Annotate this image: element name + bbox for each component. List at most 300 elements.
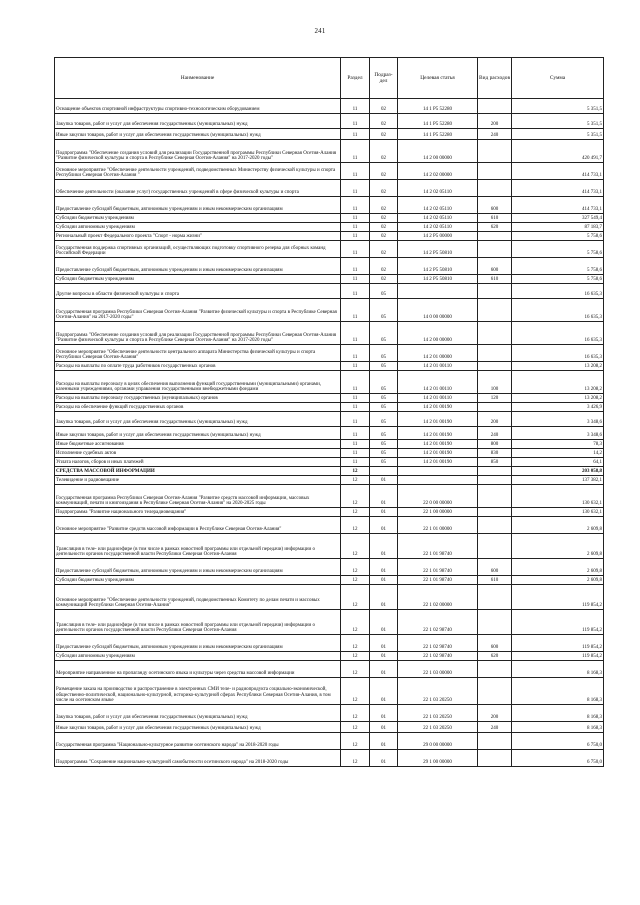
table-row — [55, 585, 604, 610]
cell-podrazdel: 02 — [370, 258, 398, 275]
cell-vid — [478, 232, 512, 241]
table-row — [55, 485, 604, 508]
cell-statya: 14 2 01 00110 — [398, 394, 478, 403]
table-row — [55, 476, 604, 485]
cell-vid — [478, 485, 512, 508]
cell-podrazdel: 01 — [370, 661, 398, 678]
cell-name: Иные бюджетные ассигнования — [55, 440, 341, 449]
cell-name: Подпрограмма "Обеспечение создания условий для реализации Государственной программы Республики Северная Осетия-Алания "Развитие физической культуры и спорта в Республике Северная Осетия-Алания" на 2017-2020 годы" — [55, 322, 341, 345]
table-row — [55, 427, 604, 440]
cell-statya: 14 2 P5 50810 — [398, 241, 478, 258]
cell-razdel: 12 — [341, 750, 370, 767]
cell-summa: 64,1 — [512, 458, 604, 467]
cell-vid — [478, 140, 512, 163]
cell-name: Предоставление субсидий бюджетным, автономным учреждениям и иным некоммерческим организациям — [55, 635, 341, 652]
cell-statya — [398, 284, 478, 299]
cell-name: Государственная программа "Национально-культурное развитие осетинского народа" на 2018-2020 годы — [55, 733, 341, 750]
cell-name: Государственная программа Республики Северная Осетия-Алания "Развитие средств массовой информации, массовых коммуникаций, печати и книгоиздания в Республике Северная Осетия-Алания" на 2020-2025 годы — [55, 485, 341, 508]
header-statya: Целевая статья — [398, 58, 478, 99]
table-row — [55, 114, 604, 129]
cell-name: Подпрограмма "Обеспечение создания условий для реализации Государственной программы Республики Северная Осетия-Алания "Развитие физической культуры и спорта в Республике Северная Осетия-Алания" на 2017-2020 годы" — [55, 140, 341, 163]
header-podrazdel: Подраз-дел — [370, 58, 398, 99]
cell-razdel: 11 — [341, 223, 370, 232]
cell-razdel: 11 — [341, 394, 370, 403]
cell-podrazdel: 01 — [370, 476, 398, 485]
cell-vid: 600 — [478, 559, 512, 576]
cell-name: Иные закупки товаров, работ и услуг для обеспечения государственных (муниципальных) нужд — [55, 722, 341, 733]
cell-statya: 22 1 01 00000 — [398, 517, 478, 534]
cell-podrazdel: 02 — [370, 232, 398, 241]
cell-podrazdel: 01 — [370, 722, 398, 733]
cell-summa: 5 351,5 — [512, 114, 604, 129]
cell-razdel: 11 — [341, 214, 370, 223]
cell-vid — [478, 99, 512, 114]
cell-vid: 240 — [478, 129, 512, 140]
cell-summa: 2 609,8 — [512, 534, 604, 559]
cell-summa: 8 168,3 — [512, 722, 604, 733]
table-body — [55, 99, 604, 767]
table-row — [55, 508, 604, 517]
table-row — [55, 534, 604, 559]
cell-statya: 22 1 03 20250 — [398, 678, 478, 705]
cell-podrazdel: 01 — [370, 705, 398, 722]
cell-razdel: 11 — [341, 129, 370, 140]
cell-vid: 600 — [478, 197, 512, 214]
cell-summa: 8 168,3 — [512, 678, 604, 705]
table-row — [55, 214, 604, 223]
cell-summa: 414 733,1 — [512, 163, 604, 180]
cell-razdel: 12 — [341, 517, 370, 534]
table-row — [55, 458, 604, 467]
cell-statya: 14 2 01 00110 — [398, 371, 478, 394]
cell-razdel: 12 — [341, 661, 370, 678]
cell-podrazdel: 05 — [370, 394, 398, 403]
cell-name: Иные закупки товаров, работ и услуг для обеспечения государственных (муниципальных) нужд — [55, 427, 341, 440]
cell-podrazdel: 02 — [370, 114, 398, 129]
cell-podrazdel: 05 — [370, 412, 398, 427]
table-row — [55, 559, 604, 576]
cell-vid — [478, 284, 512, 299]
cell-statya: 22 0 00 00000 — [398, 485, 478, 508]
cell-name: Основное мероприятие "Обеспечение деятельности учреждений, подведомственных Комитету по делам печати и массовых коммуникаций Республики Северная Осетия-Алания" — [55, 585, 341, 610]
cell-name: Закупка товаров, работ и услуг для обеспечения государственных (муниципальных) нужд — [55, 412, 341, 427]
cell-razdel: 11 — [341, 403, 370, 412]
table-row — [55, 362, 604, 371]
cell-name: Другие вопросы в области физической культуры и спорта — [55, 284, 341, 299]
cell-razdel: 12 — [341, 576, 370, 585]
cell-vid — [478, 299, 512, 322]
cell-razdel: 11 — [341, 241, 370, 258]
cell-name: Оснащение объектов спортивной инфраструктуры спортивно-технологическим оборудованием — [55, 99, 341, 114]
cell-podrazdel: 02 — [370, 140, 398, 163]
cell-podrazdel: 02 — [370, 275, 398, 284]
table-row — [55, 275, 604, 284]
cell-razdel: 11 — [341, 180, 370, 197]
cell-summa: 203 058,8 — [512, 467, 604, 476]
cell-summa: 2 609,8 — [512, 576, 604, 585]
cell-name: Субсидии автономным учреждениям — [55, 223, 341, 232]
cell-name: Трансляция в теле- или радиоэфире (в том числе в рамках новостной программы или отдельной передачи) информации о деятельности органов государственной власти Республики Северная Осетия-Алания — [55, 610, 341, 635]
table-row — [55, 610, 604, 635]
cell-razdel: 11 — [341, 163, 370, 180]
cell-vid: 200 — [478, 412, 512, 427]
table-row — [55, 635, 604, 652]
table-row — [55, 403, 604, 412]
cell-razdel: 11 — [341, 362, 370, 371]
cell-summa: 2 609,8 — [512, 559, 604, 576]
table-row — [55, 750, 604, 767]
cell-statya: 22 1 01 98740 — [398, 559, 478, 576]
cell-vid — [478, 467, 512, 476]
cell-name: Расходы на выплаты персоналу в целях обеспечения выполнения функций государственными (муниципальными) органами, казенными учреждениями, органами управления государственными внебюджетными фондами — [55, 371, 341, 394]
table-row — [55, 449, 604, 458]
cell-name: Трансляция в теле- или радиоэфире (в том числе в рамках новостной программы или отдельной передачи) информации о деятельности органов государственной власти Республики Северная Осетия-Алания — [55, 534, 341, 559]
cell-podrazdel: 02 — [370, 214, 398, 223]
cell-statya: 22 1 03 20250 — [398, 722, 478, 733]
cell-statya: 22 1 02 98740 — [398, 635, 478, 652]
cell-summa: 5 758,6 — [512, 275, 604, 284]
cell-podrazdel: 05 — [370, 449, 398, 458]
cell-razdel: 12 — [341, 733, 370, 750]
cell-summa: 6 750,0 — [512, 733, 604, 750]
cell-summa: 87 183,7 — [512, 223, 604, 232]
cell-summa: 414 733,1 — [512, 180, 604, 197]
cell-podrazdel: 05 — [370, 371, 398, 394]
cell-name: Государственная программа Республики Северная Осетия-Алания "Развитие физической культуры и спорта в Республике Северная Осетия-Алания" на 2017-2020 годы" — [55, 299, 341, 322]
cell-statya: 22 1 03 20250 — [398, 705, 478, 722]
cell-podrazdel: 01 — [370, 517, 398, 534]
cell-podrazdel: 01 — [370, 610, 398, 635]
cell-podrazdel: 02 — [370, 180, 398, 197]
cell-name: Иные закупки товаров, работ и услуг для обеспечения государственных (муниципальных) нужд — [55, 129, 341, 140]
cell-razdel: 12 — [341, 585, 370, 610]
table-header-row — [55, 58, 604, 99]
cell-podrazdel: 01 — [370, 652, 398, 661]
cell-statya: 14 1 P5 52280 — [398, 99, 478, 114]
table-row — [55, 241, 604, 258]
cell-statya: 22 1 02 98740 — [398, 610, 478, 635]
table-row — [55, 99, 604, 114]
cell-vid: 240 — [478, 427, 512, 440]
cell-vid — [478, 403, 512, 412]
cell-razdel: 12 — [341, 722, 370, 733]
header-razdel: Раздел — [341, 58, 370, 99]
budget-table — [54, 57, 604, 767]
cell-summa: 3 348,6 — [512, 412, 604, 427]
cell-summa: 119 854,2 — [512, 652, 604, 661]
cell-name: Размещение заказа на производство и распространение в электронных СМИ теле- и радиопродукта социально-экономической, общественно-политической, национально-культурной, историко-культурной сферах Республики Северная Осетия-Алания, в том числе на осетинском языке — [55, 678, 341, 705]
cell-razdel: 11 — [341, 197, 370, 214]
cell-summa: 16 635,3 — [512, 345, 604, 362]
cell-statya: 14 2 00 00000 — [398, 322, 478, 345]
cell-summa: 8 168,3 — [512, 661, 604, 678]
cell-podrazdel: 01 — [370, 733, 398, 750]
cell-name: Предоставление субсидий бюджетным, автономным учреждениям и иным некоммерческим организациям — [55, 559, 341, 576]
table-row — [55, 517, 604, 534]
cell-podrazdel: 01 — [370, 750, 398, 767]
cell-name: Предоставление субсидий бюджетным, автономным учреждениям и иным некоммерческим организациям — [55, 258, 341, 275]
cell-statya: 14 2 01 00190 — [398, 449, 478, 458]
cell-podrazdel: 01 — [370, 585, 398, 610]
cell-summa: 16 635,3 — [512, 284, 604, 299]
cell-summa: 3 348,6 — [512, 427, 604, 440]
cell-razdel: 11 — [341, 345, 370, 362]
cell-statya: 14 2 01 00190 — [398, 427, 478, 440]
header-name: Наименование — [55, 58, 341, 99]
cell-vid: 100 — [478, 371, 512, 394]
cell-name: Расходы на выплаты персоналу государственных (муниципальных) органов — [55, 394, 341, 403]
cell-summa: 327 549,4 — [512, 214, 604, 223]
cell-razdel: 11 — [341, 440, 370, 449]
cell-summa: 119 854,2 — [512, 610, 604, 635]
cell-podrazdel: 05 — [370, 322, 398, 345]
cell-name: Расходы на выплаты по оплате труда работников государственных органов — [55, 362, 341, 371]
cell-razdel: 11 — [341, 371, 370, 394]
table-row — [55, 652, 604, 661]
cell-name: Основное мероприятие "Обеспечение деятельности центрального аппарата Министерства физической культуры и спорта Республики Северная Осетия-Алания" — [55, 345, 341, 362]
page-number: 241 — [314, 27, 326, 35]
cell-name: Субсидии бюджетным учреждениям — [55, 214, 341, 223]
cell-name: Обеспечение деятельности (оказание услуг) государственных учреждений в сфере физической культуры и спорта — [55, 180, 341, 197]
cell-summa: 6 750,0 — [512, 750, 604, 767]
cell-vid: 620 — [478, 223, 512, 232]
table-row — [55, 412, 604, 427]
table-row — [55, 733, 604, 750]
cell-summa: 13 208,2 — [512, 371, 604, 394]
cell-summa: 130 632,1 — [512, 508, 604, 517]
cell-podrazdel: 05 — [370, 440, 398, 449]
cell-podrazdel: 02 — [370, 223, 398, 232]
cell-razdel: 11 — [341, 412, 370, 427]
cell-vid — [478, 345, 512, 362]
cell-razdel: 12 — [341, 705, 370, 722]
cell-name: Субсидии бюджетным учреждениям — [55, 576, 341, 585]
header-summa: Сумма — [512, 58, 604, 99]
table-row — [55, 232, 604, 241]
cell-name: Региональный проект Федерального проекта "Спорт - норма жизни" — [55, 232, 341, 241]
cell-statya: 14 2 02 00000 — [398, 163, 478, 180]
cell-razdel: 12 — [341, 534, 370, 559]
cell-razdel: 12 — [341, 559, 370, 576]
cell-summa: 5 758,6 — [512, 258, 604, 275]
cell-statya: 14 0 00 00000 — [398, 299, 478, 322]
cell-summa: 137 382,1 — [512, 476, 604, 485]
cell-podrazdel: 01 — [370, 534, 398, 559]
header-vid: Вид расходов — [478, 58, 512, 99]
cell-razdel: 11 — [341, 322, 370, 345]
cell-name: Телевидение и радиовещание — [55, 476, 341, 485]
cell-razdel: 12 — [341, 508, 370, 517]
cell-razdel: 11 — [341, 449, 370, 458]
cell-razdel: 11 — [341, 275, 370, 284]
cell-name: Предоставление субсидий бюджетным, автономным учреждениям и иным некоммерческим организациям — [55, 197, 341, 214]
table-row — [55, 722, 604, 733]
cell-razdel: 11 — [341, 258, 370, 275]
cell-name: Расходы на обеспечение функций государственных органов — [55, 403, 341, 412]
cell-podrazdel — [370, 467, 398, 476]
cell-vid — [478, 517, 512, 534]
cell-razdel: 11 — [341, 232, 370, 241]
cell-podrazdel: 05 — [370, 427, 398, 440]
cell-vid: 200 — [478, 705, 512, 722]
cell-statya: 29 0 00 00000 — [398, 733, 478, 750]
cell-name: Закупка товаров, работ и услуг для обеспечения государственных (муниципальных) нужд — [55, 705, 341, 722]
cell-razdel: 12 — [341, 476, 370, 485]
table-row — [55, 180, 604, 197]
cell-vid — [478, 733, 512, 750]
cell-summa: 13 208,2 — [512, 394, 604, 403]
cell-statya: 14 2 01 00190 — [398, 403, 478, 412]
cell-vid: 620 — [478, 652, 512, 661]
cell-podrazdel: 02 — [370, 197, 398, 214]
cell-summa: 16 635,3 — [512, 322, 604, 345]
cell-summa: 5 758,6 — [512, 241, 604, 258]
cell-vid — [478, 362, 512, 371]
table-row — [55, 129, 604, 140]
table-row — [55, 299, 604, 322]
cell-razdel: 11 — [341, 99, 370, 114]
cell-vid — [478, 585, 512, 610]
cell-podrazdel: 05 — [370, 284, 398, 299]
cell-summa: 5 758,6 — [512, 232, 604, 241]
cell-statya: 14 2 01 00190 — [398, 458, 478, 467]
cell-razdel: 11 — [341, 140, 370, 163]
table-row — [55, 197, 604, 214]
cell-name: Подпрограмма "Сохранение национально-культурной самобытности осетинского народа" на 2018-2020 годы — [55, 750, 341, 767]
cell-summa: 78,3 — [512, 440, 604, 449]
cell-vid: 800 — [478, 440, 512, 449]
table-row — [55, 322, 604, 345]
cell-statya: 14 1 P5 52280 — [398, 129, 478, 140]
cell-vid — [478, 534, 512, 559]
cell-statya: 14 2 02 05110 — [398, 180, 478, 197]
cell-name: Исполнение судебных актов — [55, 449, 341, 458]
cell-statya: 14 2 02 05110 — [398, 214, 478, 223]
table-row — [55, 223, 604, 232]
cell-statya: 22 1 03 00000 — [398, 661, 478, 678]
cell-statya: 14 2 P5 50810 — [398, 258, 478, 275]
cell-summa: 14,2 — [512, 449, 604, 458]
cell-podrazdel: 02 — [370, 241, 398, 258]
table-row — [55, 576, 604, 585]
table-row — [55, 705, 604, 722]
cell-summa: 5 351,5 — [512, 129, 604, 140]
cell-vid: 120 — [478, 394, 512, 403]
cell-podrazdel: 01 — [370, 559, 398, 576]
cell-name: Мероприятие направленное на пропаганду осетинского языка и культуры через средства массовой информации — [55, 661, 341, 678]
cell-podrazdel: 05 — [370, 458, 398, 467]
cell-razdel: 12 — [341, 610, 370, 635]
cell-name: Подпрограмма "Развитие национального телерадиовещания" — [55, 508, 341, 517]
cell-name: СРЕДСТВА МАССОВОЙ ИНФОРМАЦИИ — [55, 467, 341, 476]
cell-statya: 14 2 P5 00000 — [398, 232, 478, 241]
cell-podrazdel: 01 — [370, 485, 398, 508]
cell-statya: 29 1 00 00000 — [398, 750, 478, 767]
cell-summa: 13 208,2 — [512, 362, 604, 371]
cell-vid — [478, 678, 512, 705]
cell-statya: 22 1 02 98740 — [398, 652, 478, 661]
cell-razdel: 12 — [341, 485, 370, 508]
cell-podrazdel: 05 — [370, 345, 398, 362]
cell-razdel: 11 — [341, 427, 370, 440]
cell-razdel: 11 — [341, 458, 370, 467]
cell-statya: 14 2 02 05110 — [398, 223, 478, 232]
cell-vid: 610 — [478, 275, 512, 284]
cell-podrazdel: 01 — [370, 635, 398, 652]
cell-vid — [478, 610, 512, 635]
cell-podrazdel: 05 — [370, 299, 398, 322]
cell-summa: 119 854,2 — [512, 635, 604, 652]
cell-podrazdel: 05 — [370, 403, 398, 412]
cell-summa: 119 854,2 — [512, 585, 604, 610]
cell-statya: 14 1 P5 52280 — [398, 114, 478, 129]
cell-vid: 200 — [478, 114, 512, 129]
cell-statya: 14 2 01 00190 — [398, 412, 478, 427]
cell-statya: 14 2 01 00000 — [398, 345, 478, 362]
cell-vid — [478, 508, 512, 517]
cell-name: Уплата налогов, сборов и иных платежей — [55, 458, 341, 467]
table-row — [55, 163, 604, 180]
cell-podrazdel: 02 — [370, 163, 398, 180]
cell-summa: 5 351,5 — [512, 99, 604, 114]
cell-podrazdel: 05 — [370, 362, 398, 371]
cell-summa: 3 426,9 — [512, 403, 604, 412]
cell-vid — [478, 180, 512, 197]
cell-statya: 22 1 01 98740 — [398, 534, 478, 559]
cell-vid: 830 — [478, 449, 512, 458]
cell-name: Основное мероприятие "Обеспечение деятельности учреждений, подведомственных Министерству физической культуры и спорта Республики Северная Осетия-Алания " — [55, 163, 341, 180]
cell-summa: 8 168,3 — [512, 705, 604, 722]
cell-vid: 850 — [478, 458, 512, 467]
cell-razdel: 12 — [341, 652, 370, 661]
cell-vid: 600 — [478, 635, 512, 652]
cell-vid: 610 — [478, 576, 512, 585]
cell-podrazdel: 02 — [370, 129, 398, 140]
cell-vid — [478, 476, 512, 485]
cell-statya — [398, 476, 478, 485]
cell-podrazdel: 01 — [370, 678, 398, 705]
table-row — [55, 258, 604, 275]
cell-razdel: 11 — [341, 284, 370, 299]
cell-name: Основное мероприятие "Развитие средств массовой информации в Республике Северная Осетия-Алания" — [55, 517, 341, 534]
cell-summa: 130 632,1 — [512, 485, 604, 508]
cell-name: Закупка товаров, работ и услуг для обеспечения государственных (муниципальных) нужд — [55, 114, 341, 129]
cell-name: Субсидии бюджетным учреждениям — [55, 275, 341, 284]
table-row — [55, 394, 604, 403]
table-row — [55, 345, 604, 362]
cell-razdel: 12 — [341, 678, 370, 705]
cell-statya: 14 2 00 00000 — [398, 140, 478, 163]
cell-summa: 420 491,7 — [512, 140, 604, 163]
cell-summa: 16 635,3 — [512, 299, 604, 322]
cell-vid — [478, 750, 512, 767]
cell-statya — [398, 467, 478, 476]
table-row — [55, 140, 604, 163]
cell-statya: 22 1 01 98740 — [398, 576, 478, 585]
cell-vid — [478, 163, 512, 180]
table-row — [55, 678, 604, 705]
cell-vid: 600 — [478, 258, 512, 275]
cell-summa: 2 609,8 — [512, 517, 604, 534]
cell-statya: 14 2 02 05110 — [398, 197, 478, 214]
cell-vid — [478, 661, 512, 678]
cell-vid: 610 — [478, 214, 512, 223]
table-row — [55, 661, 604, 678]
cell-vid: 240 — [478, 722, 512, 733]
cell-razdel: 11 — [341, 299, 370, 322]
table-row — [55, 371, 604, 394]
cell-razdel: 12 — [341, 635, 370, 652]
